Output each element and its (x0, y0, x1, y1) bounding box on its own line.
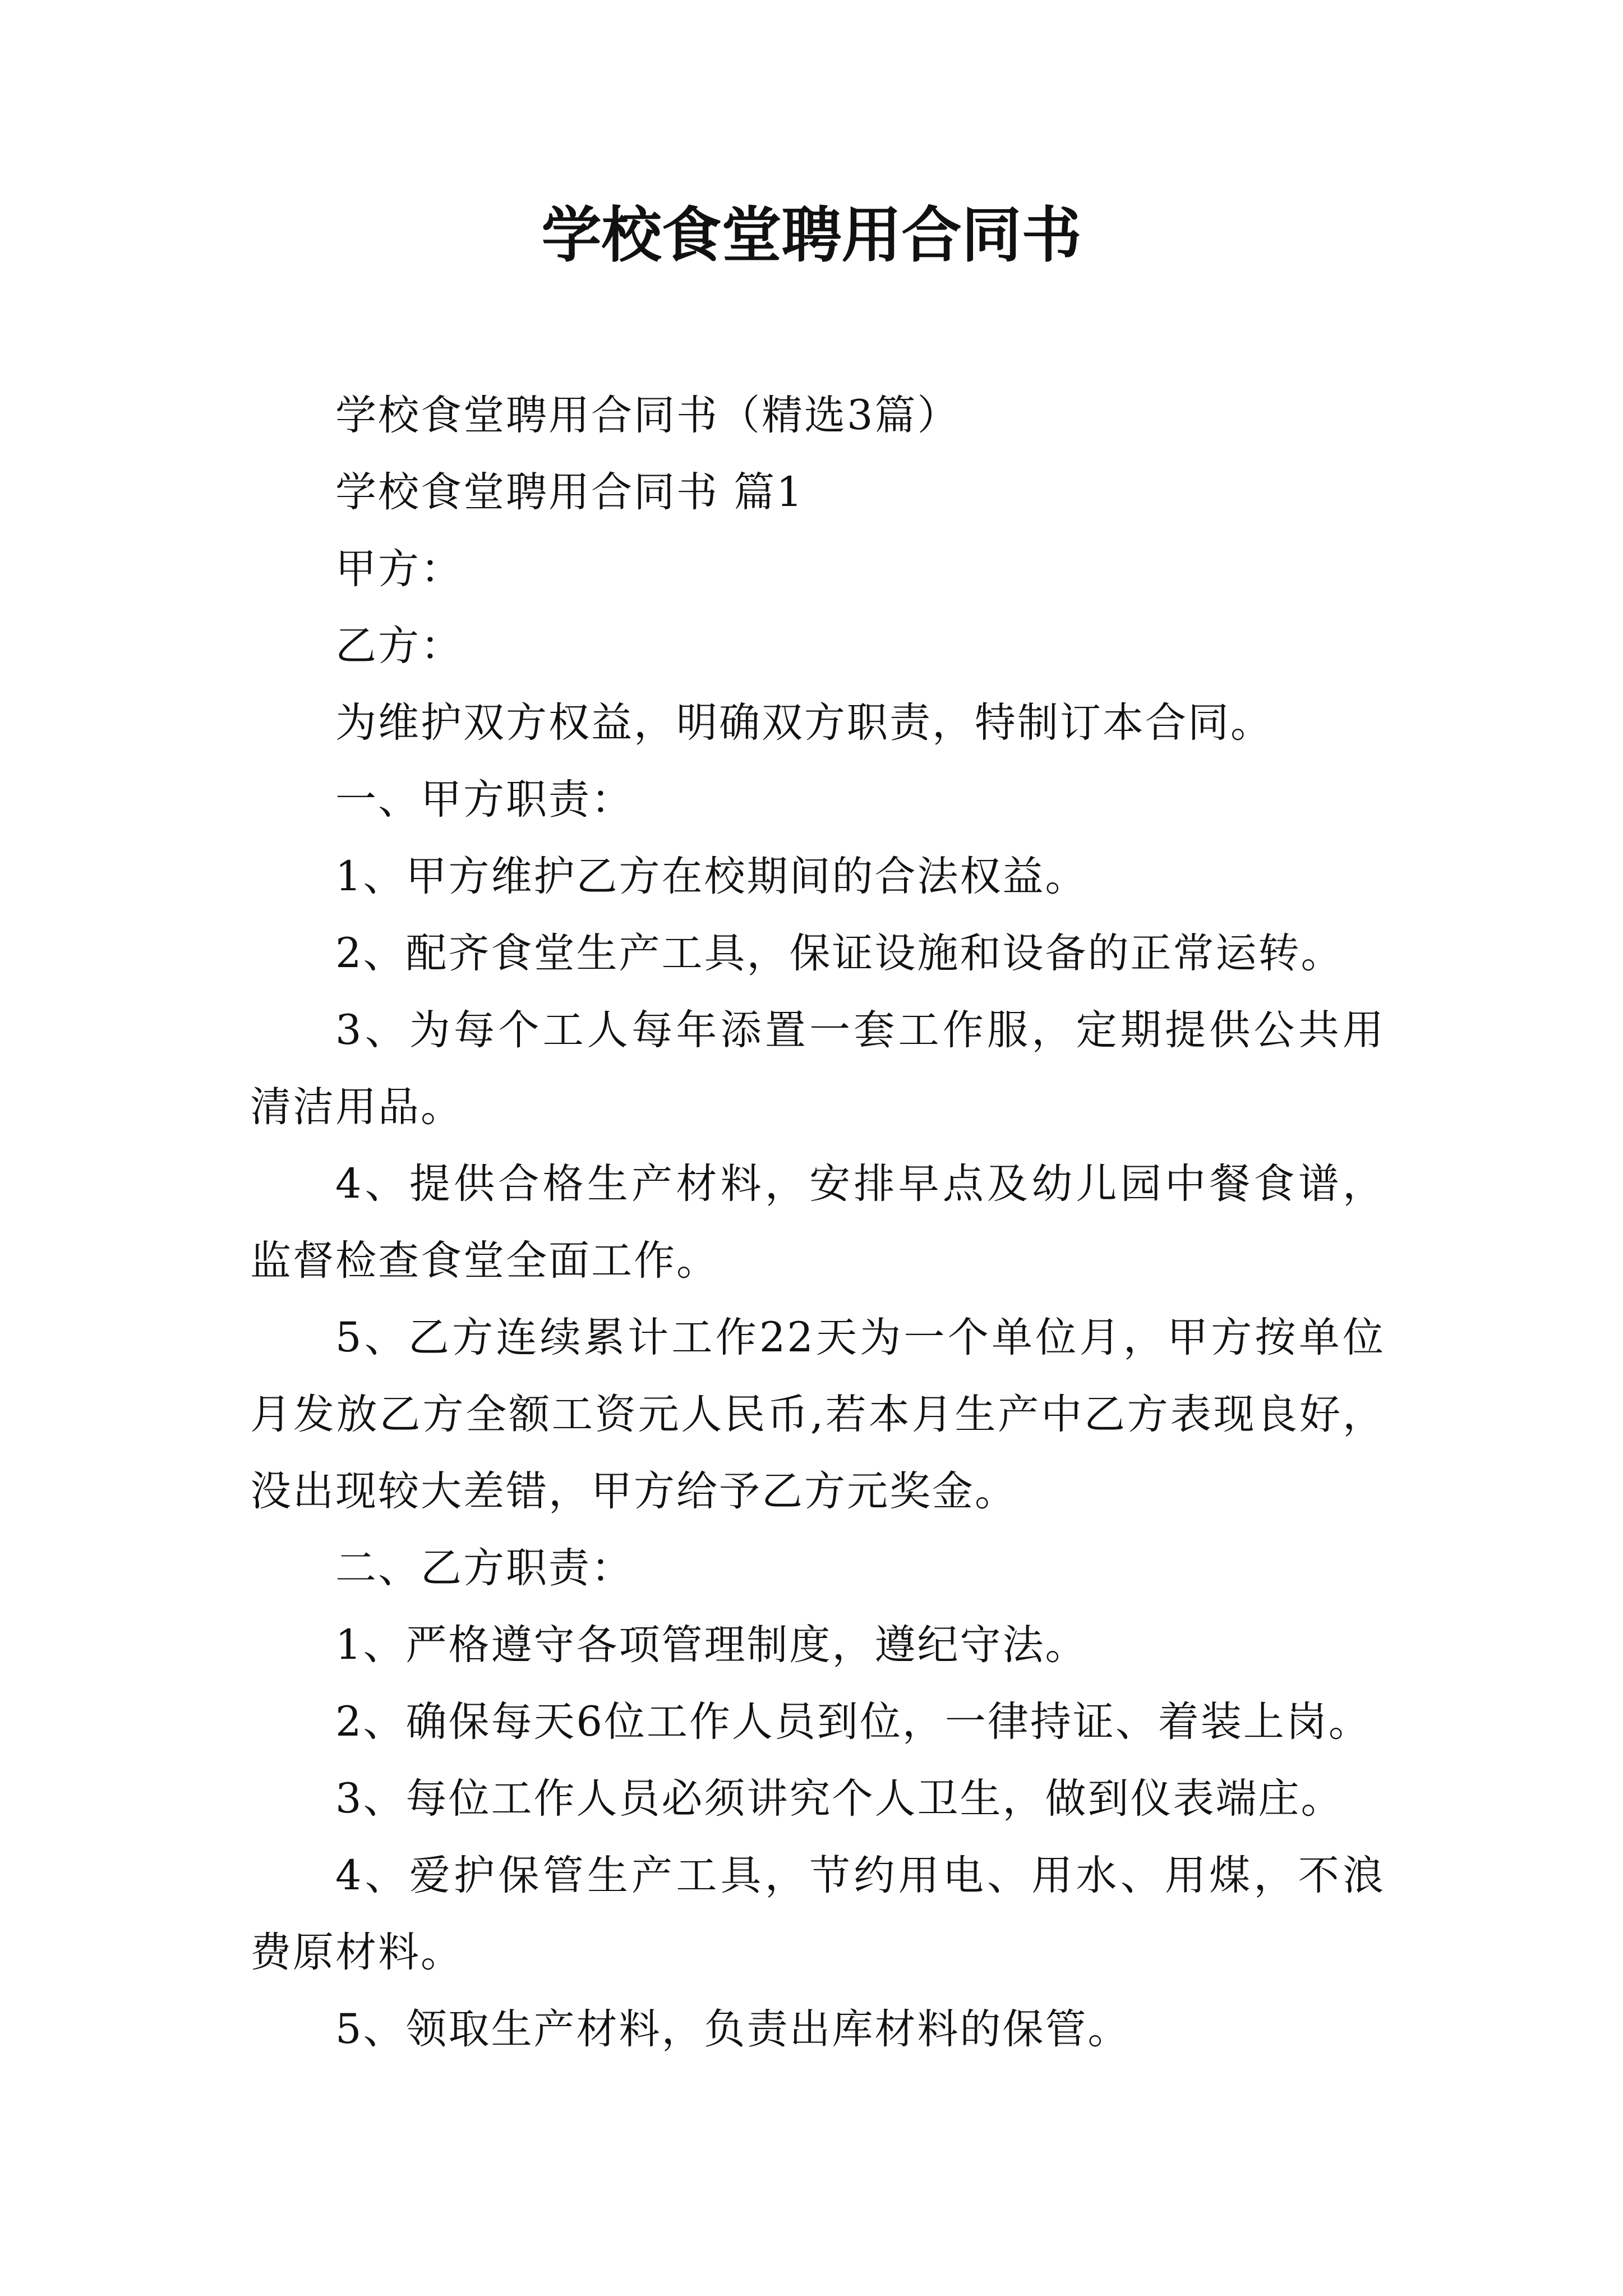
text-line: 清洁用品。 (250, 1083, 463, 1131)
party-a-field (250, 531, 1385, 608)
section-heading-party-a-duties (250, 761, 1385, 838)
text-line: 监督检查食堂全面工作。 (250, 1237, 719, 1285)
party-b-duty-item (250, 1991, 1385, 2068)
text-line: 2、配齐食堂生产工具，保证设施和设备的正常运转。 (335, 930, 1344, 977)
article-heading (250, 454, 1385, 531)
party-a-duty-item (250, 915, 1385, 992)
section-heading-party-b-duties (250, 1530, 1385, 1607)
party-a-duty-item (250, 1299, 1385, 1530)
party-b-duty-item (250, 1760, 1385, 1837)
text-line: 费原材料。 (250, 1929, 463, 1976)
text-line: 二、乙方职责： (335, 1544, 634, 1592)
document-title: 学校食堂聘用合同书 (541, 200, 1082, 270)
party-a-duty-item (250, 1145, 1385, 1299)
party-b-duty-item (250, 1837, 1385, 1991)
text-line: 1、甲方维护乙方在校期间的合法权益。 (335, 853, 1088, 900)
text-line: 甲方： (335, 545, 463, 593)
text-line: 一、甲方职责： (335, 776, 634, 823)
text-line: 学校食堂聘用合同书（精选3篇） (335, 392, 960, 439)
party-a-duty-item (250, 838, 1385, 915)
text-line: 没出现较大差错，甲方给予乙方元奖金。 (250, 1467, 1017, 1515)
party-a-duty-item (250, 992, 1385, 1145)
party-b-duty-item (250, 1683, 1385, 1760)
preamble (250, 684, 1385, 761)
text-line: 3、每位工作人员必须讲究个人卫生，做到仪表端庄。 (335, 1775, 1344, 1823)
text-line: 5、领取生产材料，负责出库材料的保管。 (335, 2005, 1131, 2053)
text-line: 乙方： (335, 622, 463, 670)
text-line: 1、严格遵守各项管理制度，遵纪守法。 (335, 1621, 1088, 1669)
party-b-field (250, 608, 1385, 684)
party-b-duty-item (250, 1607, 1385, 1683)
text-line: 学校食堂聘用合同书 篇1 (335, 468, 804, 516)
document-subtitle (250, 377, 1385, 454)
text-line: 4、提供合格生产材料，安排早点及幼儿园中餐食谱， (335, 1160, 1385, 1208)
document-body (250, 377, 1385, 2068)
text-line: 月发放乙方全额工资元人民币,若本月生产中乙方表现良好， (250, 1391, 1385, 1438)
text-line: 为维护双方权益，明确双方职责，特制订本合同。 (335, 699, 1273, 747)
text-line: 3、为每个工人每年添置一套工作服，定期提供公共用 (335, 1006, 1385, 1054)
text-line: 5、乙方连续累计工作22天为一个单位月，甲方按单位 (335, 1314, 1385, 1361)
text-line: 4、爱护保管生产工具，节约用电、用水、用煤，不浪 (335, 1852, 1385, 1899)
text-line: 2、确保每天6位工作人员到位，一律持证、着装上岗。 (335, 1698, 1371, 1746)
